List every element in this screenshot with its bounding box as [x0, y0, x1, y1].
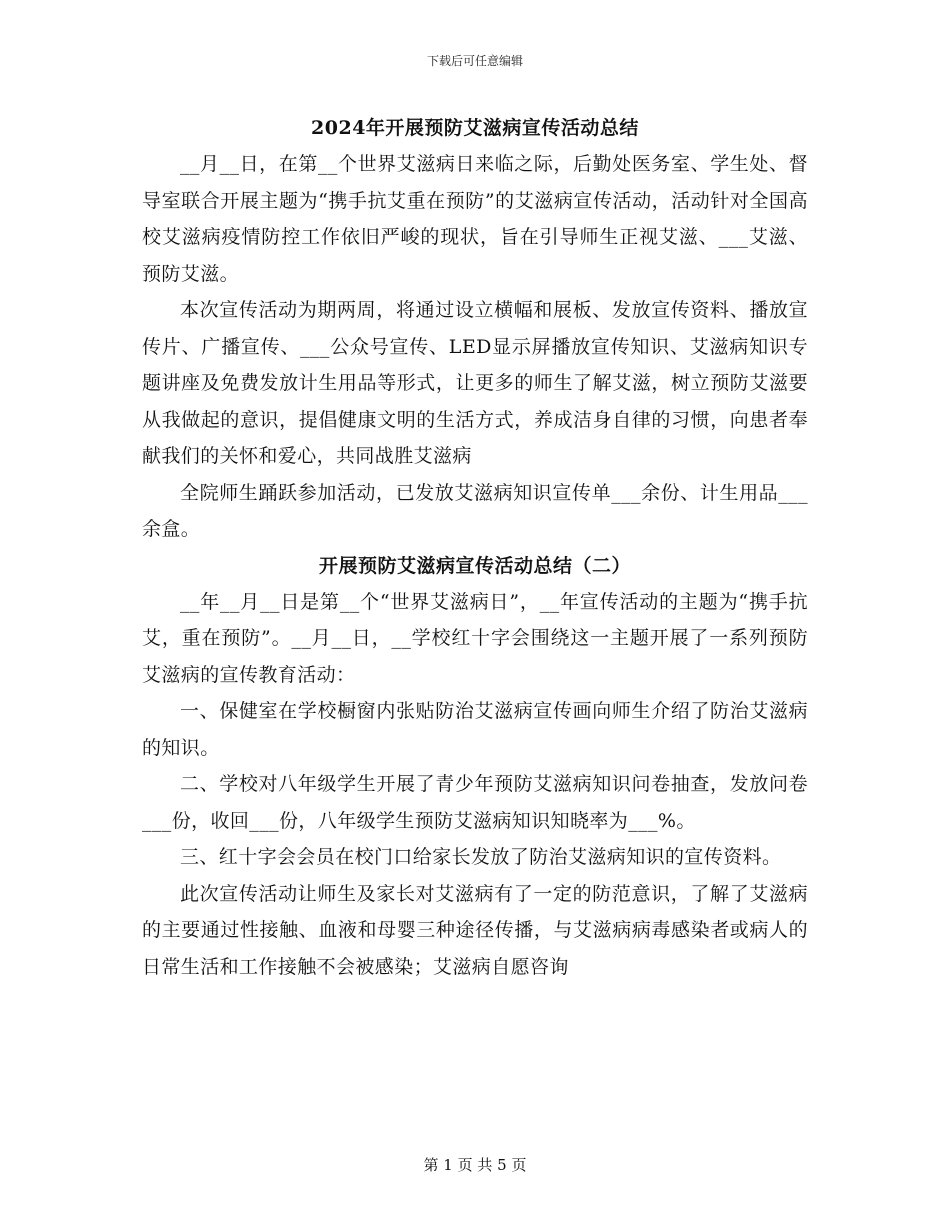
section2-paragraph-5: 此次宣传活动让师生及家长对艾滋病有了一定的防范意识，了解了艾滋病的主要通过性接触、血液和母婴三种途径传播，与艾滋病病毒感染者或病人的日常生活和工作接触不会被感染；艾滋病自愿咨询 [142, 882, 808, 978]
section2-paragraph-1: __年__月__日是第__个“世界艾滋病日”，__年宣传活动的主题为“携手抗艾，重在预防”。__月__日，__学校红十字会围绕这一主题开展了一系列预防艾滋病的宣传教育活动： [142, 590, 808, 686]
section2-paragraph-3: 二、学校对八年级学生开展了青少年预防艾滋病知识问卷抽查，发放问卷___份，收回___份，八年级学生预防艾滋病知识知晓率为___%。 [142, 773, 808, 832]
section2-paragraph-4: 三、红十字会会员在校门口给家长发放了防治艾滋病知识的宣传资料。 [180, 846, 782, 868]
section1-paragraph-3: 全院师生踊跃参加活动，已发放艾滋病知识宣传单___余份、计生用品___余盒。 [142, 481, 808, 540]
page-header: 下载后可任意编辑 [426, 54, 523, 68]
section1-paragraph-1: __月__日，在第__个世界艾滋病日来临之际，后勤处医务室、学生处、督导室联合开展主题为“携手抗艾重在预防”的艾滋病宣传活动，活动针对全国高校艾滋病疫情防控工作依旧严峻的现状，旨在引导师生正视艾滋、___艾滋、预防艾滋。 [142, 153, 808, 285]
section1-title: 2024年开展预防艾滋病宣传活动总结 [311, 117, 639, 139]
section2-paragraph-2: 一、保健室在学校橱窗内张贴防治艾滋病宣传画向师生介绍了防治艾滋病的知识。 [142, 700, 808, 759]
section2-title: 开展预防艾滋病宣传活动总结（二） [318, 554, 631, 577]
document-body [142, 110, 808, 985]
page-footer: 第 1 页 共 5 页 [423, 1156, 527, 1174]
section1-paragraph-2: 本次宣传活动为期两周，将通过设立横幅和展板、发放宣传资料、播放宣传片、广播宣传、___公众号宣传、LED显示屏播放宣传知识、艾滋病知识专题讲座及免费发放计生用品等形式，让更多的师生了解艾滋，树立预防艾滋要从我做起的意识，提倡健康文明的生活方式，养成洁身自律的习惯，向患者奉献我们的关怀和爱心，共同战胜艾滋病 [142, 299, 808, 467]
